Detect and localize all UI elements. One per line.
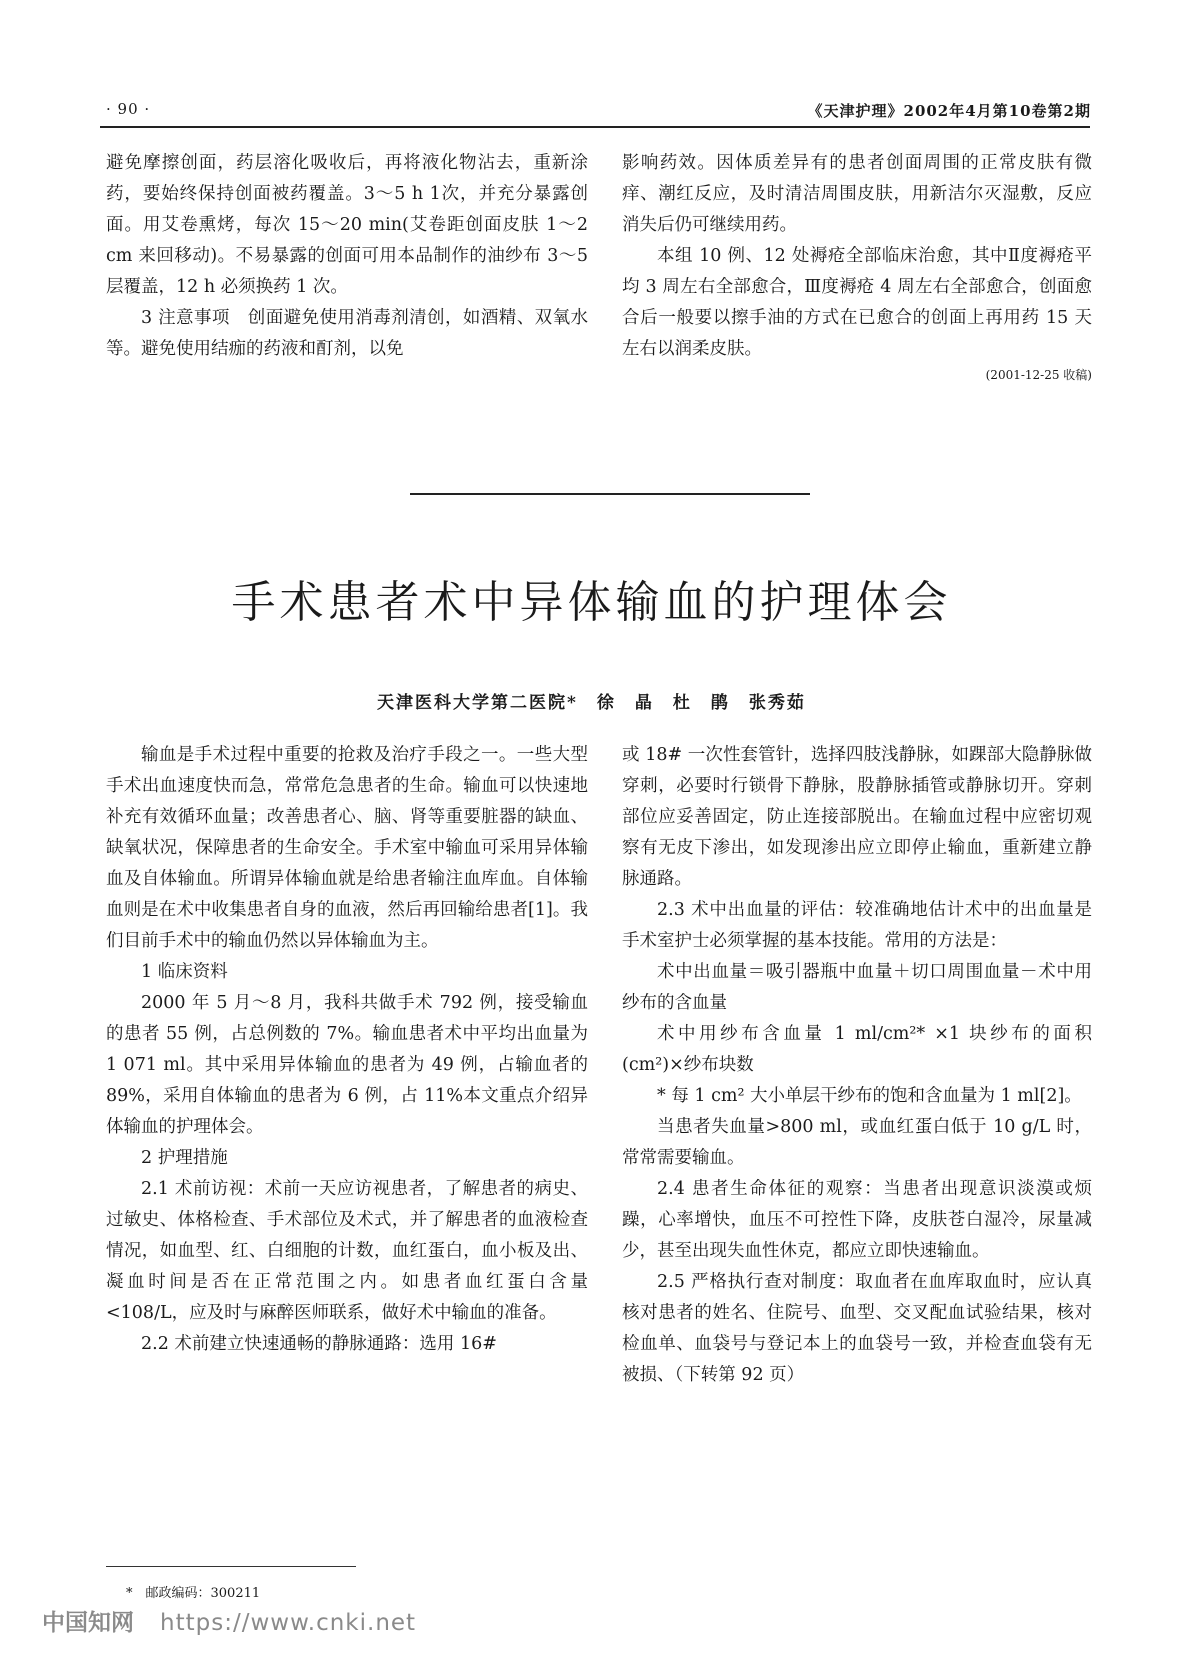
received-date: (2001-12-25 收稿) [985, 368, 1092, 382]
paragraph: 或 18# 一次性套管针，选择四肢浅静脉，如踝部大隐静脉做穿刺，必要时行锁骨下静脉，股静脉插管或静脉切开。穿刺部位应妥善固定，防止连接部脱出。在输血过程中应密切观察有无皮下渗出，如发现渗出应立即停止输血，重新建立静脉通路。 [622, 745, 1092, 889]
header-rule [100, 126, 1090, 128]
formula-note: * 每 1 cm² 大小单层干纱布的饱和含血量为 1 ml[2]。 [657, 1086, 1082, 1106]
paragraph: 2.4 患者生命体征的观察：当患者出现意识淡漠或烦躁，心率增快，血压不可控性下降，皮肤苍白湿冷，尿量减少，甚至出现失血性休克，都应立即快速输血。 [622, 1179, 1092, 1261]
formula: 术中用纱布含血量 1 ml/cm²* ×1 块纱布的面积(cm²)×纱布块数 [622, 1024, 1092, 1075]
cnki-watermark [42, 1604, 416, 1637]
article-right-column [622, 740, 1092, 1391]
article-authors: 天津医科大学第二医院* 徐 晶 杜 鹃 张秀茹 [377, 693, 806, 713]
paragraph: 2.3 术中出血量的评估：较准确地估计术中的出血量是手术室护士必须掌握的基本技能。常用的方法是： [622, 900, 1092, 951]
article-left-column [106, 740, 588, 1360]
footnote-rule [106, 1566, 356, 1567]
paragraph: 当患者失血量>800 ml，或血红蛋白低于 10 g/L 时，常常需要输血。 [622, 1117, 1092, 1168]
paragraph: 3 注意事项 创面避免使用消毒剂清创，如酒精、双氧水等。避免使用结痂的药液和酊剂，以免 [106, 308, 588, 359]
paragraph: 避免摩擦创面，药层溶化吸收后，再将液化物沾去，重新涂药，要始终保持创面被药覆盖。3～5 h 1次，并充分暴露创面。用艾卷熏烤，每次 15～20 min(艾卷距创面皮肤 1～2 cm 来回移动)。不易暴露的创面可用本品制作的油纱布 3～5 层覆盖，12 h 必须换药 1 次。 [106, 153, 588, 297]
paragraph: 输血是手术过程中重要的抢救及治疗手段之一。一些大型手术出血速度快而急，常常危急患者的生命。输血可以快速地补充有效循环血量；改善患者心、脑、肾等重要脏器的缺血、缺氧状况，保障患者的生命安全。手术室中输血可采用异体输血及自体输血。所谓异体输血就是给患者输注血库血。自体输血则是在术中收集患者自身的血液，然后再回输给患者[1]。我们目前手术中的输血仍然以异体输血为主。 [106, 745, 588, 951]
section-heading: 1 临床资料 [141, 962, 228, 982]
paragraph: 2.5 严格执行查对制度：取血者在血库取血时，应认真核对患者的姓名、住院号、血型、交叉配血试验结果，核对检血单、血袋号与登记本上的血袋号一致，并检查血袋有无被损、（下转第 92 页） [622, 1272, 1092, 1385]
paragraph: 2.2 术前建立快速通畅的静脉通路：选用 16# [141, 1334, 497, 1354]
paragraph: 2.1 术前访视：术前一天应访视患者，了解患者的病史、过敏史、体格检查、手术部位及术式，并了解患者的血液检查情况，如血型、红、白细胞的计数，血红蛋白，血小板及出、凝血时间是否在正常范围之内。如患者血红蛋白含量<108/L，应及时与麻醉医师联系，做好术中输血的准备。 [106, 1179, 588, 1323]
watermark-brand: 中国知网 [42, 1610, 134, 1636]
section-divider [410, 493, 810, 495]
journal-header: 《天津护理》2002年4月第10卷第2期 [807, 102, 1091, 120]
page-number: · 90 · [106, 100, 151, 118]
watermark-url: https://www.cnki.net [160, 1610, 417, 1636]
paragraph: 2000 年 5 月～8 月，我科共做手术 792 例，接受输血的患者 55 例，占总例数的 7%。输血患者术中平均出血量为 1 071 ml。其中采用异体输血的患者为 49 例，占输血者的 89%，采用自体输血的患者为 6 例，占 11%本文重点介绍异体输血的护理体会。 [106, 993, 588, 1137]
footnote: * 邮政编码：300211 [126, 1586, 261, 1601]
prev-article-right-column [622, 148, 1092, 385]
formula: 术中出血量＝吸引器瓶中血量＋切口周围血量－术中用纱布的含血量 [622, 962, 1092, 1013]
article-title: 手术患者术中异体输血的护理体会 [231, 577, 952, 628]
section-heading: 2 护理措施 [141, 1148, 228, 1168]
paragraph: 影响药效。因体质差异有的患者创面周围的正常皮肤有微痒、潮红反应，及时清洁周围皮肤，用新洁尔灭湿敷，反应消失后仍可继续用药。 [622, 153, 1092, 235]
prev-article-left-column [106, 148, 588, 365]
paragraph: 本组 10 例、12 处褥疮全部临床治愈，其中Ⅱ度褥疮平均 3 周左右全部愈合，Ⅲ度褥疮 4 周左右全部愈合，创面愈合后一般要以擦手油的方式在已愈合的创面上再用药 15 天左右以润柔皮肤。 [622, 246, 1092, 359]
